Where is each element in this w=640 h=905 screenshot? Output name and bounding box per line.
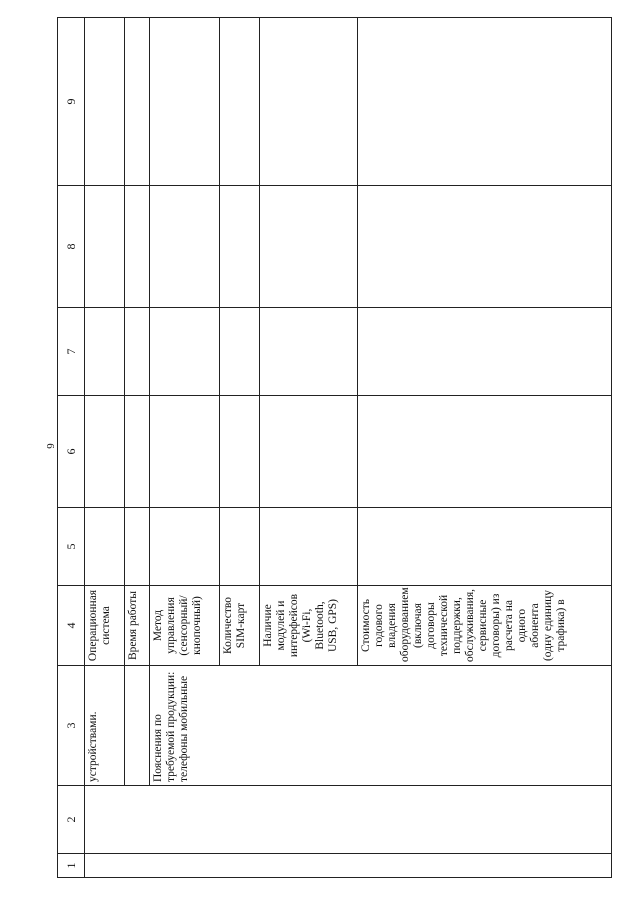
page-number: 6 <box>43 443 56 449</box>
table-cell <box>150 186 220 308</box>
table-cell <box>125 396 150 508</box>
table-cell <box>220 508 260 586</box>
table-cell <box>260 508 358 586</box>
table-cell <box>220 396 260 508</box>
table-cell <box>150 18 220 186</box>
table-cell <box>220 308 260 396</box>
table-cell <box>150 308 220 396</box>
header-cell: 2 <box>58 786 85 854</box>
cell-col4: Метод управления (сенсорный/ кнопочный) <box>150 586 220 666</box>
table-cell <box>85 186 125 308</box>
header-cell: 4 <box>58 586 85 666</box>
table-row <box>125 18 150 878</box>
cell-col4: Стоимость годового владения оборудованием (включая договоры технической поддержки, обслуживания, сервисные договоры) из расчета на одного абонента (одну единицу трафика) в <box>358 586 612 666</box>
requirements-table <box>57 17 612 878</box>
table-cell <box>220 18 260 186</box>
cell-col3: Пояснения по требуемой продукции: телефоны мобильные <box>150 666 612 786</box>
table-cell <box>85 308 125 396</box>
cell-col4: Операционная система <box>85 586 125 666</box>
table-cell <box>150 396 220 508</box>
header-cell: 6 <box>58 396 85 508</box>
cell-col4: Количество SIM-карт <box>220 586 260 666</box>
table-cell <box>85 854 612 878</box>
table-row <box>85 18 125 878</box>
table-cell <box>260 18 358 186</box>
table-cell <box>85 508 125 586</box>
table-cell <box>358 18 612 186</box>
cell-col3 <box>125 666 150 786</box>
header-cell: 9 <box>58 18 85 186</box>
table-row <box>150 18 220 878</box>
rotated-table-container <box>57 18 612 878</box>
header-cell: 5 <box>58 508 85 586</box>
table-cell <box>260 186 358 308</box>
header-cell: 8 <box>58 186 85 308</box>
table-cell <box>125 508 150 586</box>
table-cell <box>125 18 150 186</box>
table-cell <box>150 508 220 586</box>
table-cell <box>358 186 612 308</box>
table-cell <box>358 508 612 586</box>
cell-col4: Наличие модулей и интерфейсов (Wi-Fi, Bluetooth, USB, GPS) <box>260 586 358 666</box>
table-cell <box>358 396 612 508</box>
table-cell <box>125 308 150 396</box>
table-cell <box>220 186 260 308</box>
header-cell: 7 <box>58 308 85 396</box>
cell-col4: Время работы <box>125 586 150 666</box>
table-cell <box>260 396 358 508</box>
table-cell <box>260 308 358 396</box>
table-cell <box>358 308 612 396</box>
table-cell <box>125 186 150 308</box>
table-cell <box>85 18 125 186</box>
header-cell: 1 <box>58 854 85 878</box>
cell-col3: устройствами. <box>85 666 125 786</box>
table-cell <box>85 396 125 508</box>
header-row <box>58 18 85 878</box>
header-cell: 3 <box>58 666 85 786</box>
table-cell <box>85 786 612 854</box>
